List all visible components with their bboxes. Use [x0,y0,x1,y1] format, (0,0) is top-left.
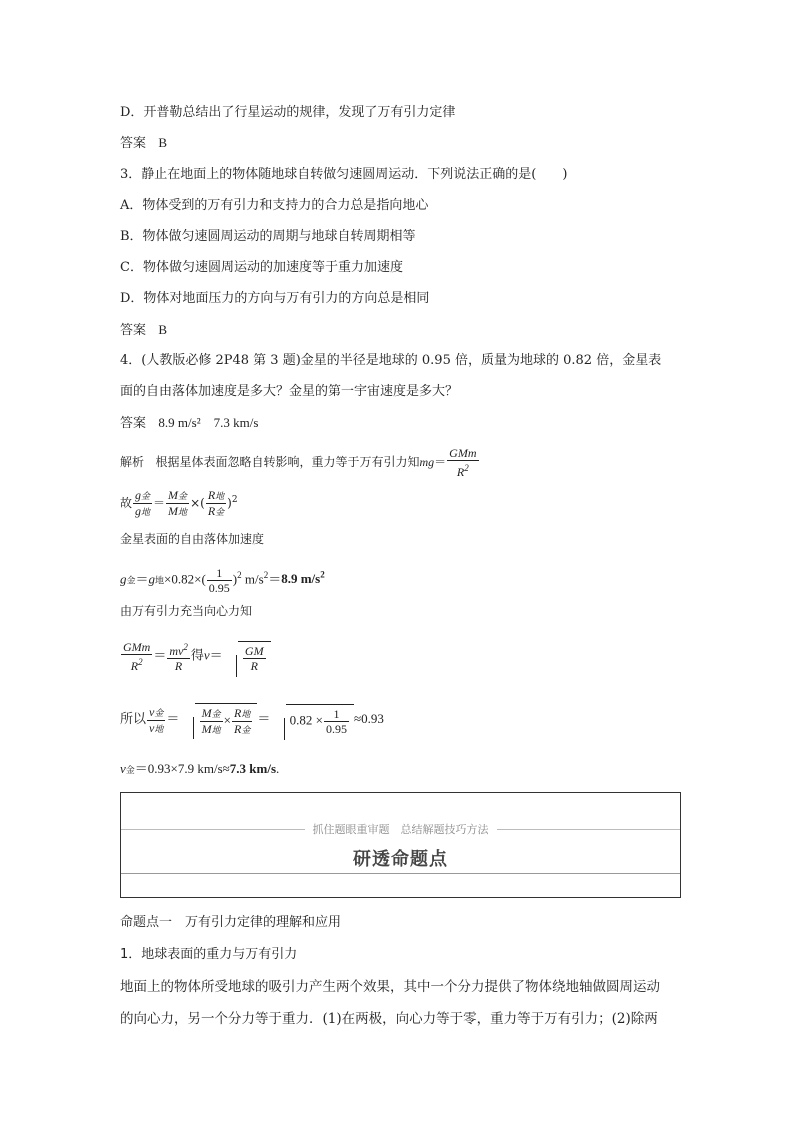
option-d-previous: D．开普勒总结出了行星运动的规律，发现了万有引力定律 [120,105,456,120]
section-subheading: 1．地球表面的重力与万有引力 [120,947,298,962]
banner-divider-bottom [121,873,680,874]
section-banner [120,792,681,898]
frac-1-over-095: $\frac{1}{0.95}$ [208,566,230,595]
frac-m-ratio: $\frac{\text{M金}}{\text{M地}}$ [168,488,188,518]
analysis-line-3: 由万有引力充当向心力知 [120,604,253,618]
answer-label: 答案 [120,136,147,151]
answer-label: 答案 [120,416,147,431]
analysis-g-ratio: 故 $\frac{\text{g金}}{\text{g地}}$ ＝ $\frac{\text{M金}}{\text{M地}}$ ×( $\frac{\text{R地}}{\text{R金}}$ )$^2$ [120,488,238,518]
analysis-suoyi: 所以 [120,711,147,727]
analysis-line-2: 金星表面的自由落体加速度 [120,532,265,546]
answer-label: 答案 [120,323,147,338]
question-3-option-c: C．物体做匀速圆周运动的加速度等于重力加速度 [120,260,403,275]
frac-g-ratio: $\frac{\text{g金}}{\text{g地}}$ [135,488,151,518]
question-3-option-d: D．物体对地面压力的方向与万有引力的方向总是相同 [120,291,430,306]
question-3-answer-row [120,321,167,340]
answer-value: B [158,135,168,150]
answer-value: B [158,322,168,337]
analysis-line-1: 解析 根据星体表面忽略自转影响，重力等于万有引力知mg＝ $\frac{\text{GMm}}{R^2}$ [120,446,477,479]
question-3-stem: 3．静止在地面上的物体随地球自转做匀速圆周运动．下列说法正确的是( ) [120,167,568,182]
analysis-v-result: ≈0.93 [353,710,384,726]
analysis-final: v金＝0.93×7.9 km/s≈7.3 km/s. [120,761,280,776]
analysis-v-ratio: 所以 $\frac{\text{v金}}{\text{v地}}$ ＝ $\frac{\text{M金}}{\text{M地}}$ × $\frac{\text{R地}}{\text{R金}}$ ＝ 0.82 × $\frac{1}{0.95}$ ≈0.93 [120,704,384,736]
frac-r-ratio: $\frac{\text{R地}}{\text{R金}}$ [207,488,225,518]
frac-v-ratio: $\frac{\text{v金}}{\text{v地}}$ [149,704,164,735]
banner-title: 研透命题点 [353,849,448,870]
question-4-stem-line-1: 4．(人教版必修 2P48 第 3 题)金星的半径是地球的 0.95 倍，质量为地球的 0.82 倍，金星表 [120,353,662,368]
sqrt-gm-over-r: $\frac{GM}{R}$ [226,641,271,673]
analysis-text-1: 根据星体表面忽略自转影响，重力等于万有引力知 [155,455,420,469]
question-4-answer-row [120,414,258,433]
question-4-stem-line-2: 面的自由落体加速度是多大？金星的第一宇宙速度是多大？ [120,384,459,399]
frac-mv2-r: $\frac{mv^2}{R}$ [169,642,188,673]
formula-mg: mg [419,455,435,469]
question-3-option-a: A．物体受到的万有引力和支持力的合力总是指向地心 [120,198,429,213]
frac-gmm-r2: $\frac{\text{GMm}}{R^2}$ [123,640,151,673]
banner-subtitle: 抓住题眼重审题 总结解题技巧方法 [121,821,680,837]
analysis-v-formula: $\frac{\text{GMm}}{R^2}$ ＝ $\frac{mv^2}{R}$ 得v＝ $\frac{GM}{R}$ [120,640,271,673]
answer-row-prev [120,134,167,153]
analysis-de: 得 [190,648,204,664]
section-paragraph-line-2: 的向心力，另一个分力等于重力．(1)在两极，向心力等于零，重力等于万有引力；(2)除两 [120,1011,658,1027]
section-paragraph-line-1: 地面上的物体所受地球的吸引力产生两个效果，其中一个分力提供了物体绕地轴做圆周运动 [120,979,660,995]
analysis-gu: 故 [120,496,133,510]
analysis-label: 解析 [120,455,145,469]
formula-gmm-over-r2: $\frac{\text{GMm}}{R^2}$ [449,446,477,479]
section-heading: 命题点一 万有引力定律的理解和应用 [120,915,342,930]
sqrt-mass-radius: $\frac{\text{M金}}{\text{M地}}$ × $\frac{\text{R地}}{\text{R金}}$ [183,703,258,737]
analysis-g-value: g金＝g地×0.82×( $\frac{1}{0.95}$ )$^2$ $m/s^2=8.9$ $m/s^2$ [120,566,325,595]
sqrt-numeric: 0.82 × $\frac{1}{0.95}$ [274,704,354,736]
question-3-option-b: B．物体做匀速圆周运动的周期与地球自转周期相等 [120,229,416,244]
answer-value: 8.9 m/s² 7.3 km/s [158,415,259,430]
